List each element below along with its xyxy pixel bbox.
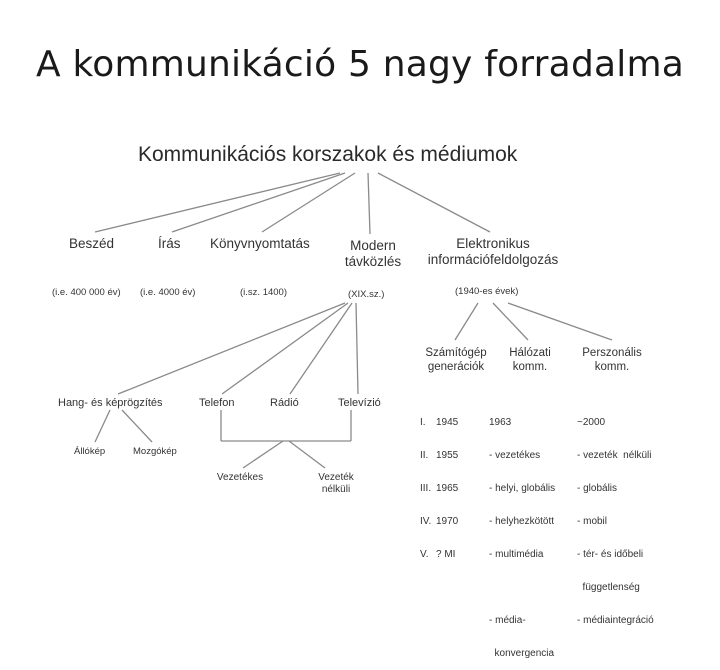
era-modern-line1: Modern bbox=[350, 238, 396, 253]
era-modern-date: (XIX.sz.) bbox=[348, 289, 385, 300]
moving-image-label: Mozgókép bbox=[133, 446, 177, 457]
generation-numeral: II. bbox=[420, 450, 429, 461]
era-elektronikus-line2: információfeldolgozás bbox=[427, 252, 559, 267]
connector-line bbox=[289, 441, 325, 468]
network-list bbox=[489, 395, 555, 670]
computer-generations-label bbox=[416, 346, 496, 374]
network-comm-line1: Hálózati bbox=[509, 347, 551, 359]
network-list-item: konvergencia bbox=[489, 648, 555, 659]
era-modern-tavkozles-label bbox=[338, 238, 408, 270]
era-modern-line2: távközlés bbox=[344, 254, 402, 269]
personal-list-item: - mobil bbox=[577, 516, 608, 527]
era-iras-date: (i.e. 4000 év) bbox=[140, 287, 196, 298]
connector-line bbox=[95, 410, 110, 442]
connector-line bbox=[262, 173, 355, 232]
connector-line bbox=[222, 303, 348, 394]
connector-line bbox=[356, 303, 358, 394]
connector-line bbox=[243, 441, 283, 468]
generation-year: 1965 bbox=[436, 483, 459, 494]
generations-years bbox=[436, 395, 458, 571]
era-konyvnyomtatas-date: (i.sz. 1400) bbox=[240, 287, 287, 298]
diagram-main-title: Kommunikációs korszakok és médiumok bbox=[138, 143, 518, 166]
wireless-line1: Vezeték bbox=[318, 472, 354, 483]
wireless-label bbox=[306, 472, 366, 496]
network-list-item: - helyhezkötött bbox=[489, 516, 555, 527]
era-elektronikus-line1: Elektronikus bbox=[456, 236, 530, 251]
network-list-item: - média- bbox=[489, 615, 526, 626]
connector-line bbox=[95, 173, 340, 232]
personal-comm-line1: Perszonális bbox=[582, 347, 642, 359]
era-konyvnyomtatas-label: Könyvnyomtatás bbox=[210, 236, 310, 251]
network-list-item: - vezetékes bbox=[489, 450, 541, 461]
computer-generations-line1: Számítógép bbox=[425, 347, 487, 359]
personal-list-item: - globális bbox=[577, 483, 618, 494]
personal-comm-label bbox=[572, 346, 652, 374]
generation-numeral: IV. bbox=[420, 516, 432, 527]
personal-list-item: - tér- és időbeli bbox=[577, 549, 644, 560]
wired-label bbox=[210, 472, 270, 484]
generation-numeral: V. bbox=[420, 549, 429, 560]
connector-line bbox=[290, 303, 352, 394]
network-comm-label bbox=[495, 346, 565, 374]
generation-numeral: I. bbox=[420, 417, 426, 428]
connector-line bbox=[172, 173, 345, 232]
personal-list bbox=[577, 395, 654, 637]
network-comm-line2: komm. bbox=[512, 361, 548, 373]
generation-numeral: III. bbox=[420, 483, 432, 494]
generation-year: 1955 bbox=[436, 450, 459, 461]
network-list-item: 1963 bbox=[489, 417, 512, 428]
connector-line bbox=[118, 303, 345, 394]
computer-generations-line2: generációk bbox=[427, 361, 485, 373]
generation-year: 1945 bbox=[436, 417, 459, 428]
still-image-label: Állókép bbox=[74, 446, 106, 457]
wireless-line2: nélküli bbox=[321, 484, 351, 495]
personal-list-item: függetlenség bbox=[577, 582, 640, 593]
era-elektronikus-date: (1940-es évek) bbox=[455, 286, 519, 297]
era-beszed-label: Beszéd bbox=[69, 236, 115, 251]
generation-year: 1970 bbox=[436, 516, 459, 527]
era-elektronikus-label bbox=[418, 236, 568, 268]
personal-list-item: ~2000 bbox=[577, 417, 606, 428]
generations-numerals bbox=[420, 395, 431, 571]
connector-line bbox=[378, 173, 490, 232]
connector-line bbox=[455, 303, 478, 340]
wired-line1: Vezetékes bbox=[216, 472, 264, 483]
network-list-item: - multimédia bbox=[489, 549, 544, 560]
network-list-item bbox=[489, 582, 555, 593]
connector-line bbox=[368, 173, 370, 234]
telephone-label: Telefon bbox=[199, 397, 235, 409]
recording-label: Hang- és képrögzítés bbox=[58, 397, 163, 409]
personal-list-item: - vezeték nélküli bbox=[577, 450, 652, 461]
slide-title: A kommunikáció 5 nagy forradalma bbox=[36, 44, 684, 85]
radio-label: Rádió bbox=[270, 397, 299, 409]
generation-year: ? MI bbox=[436, 549, 456, 560]
connector-line bbox=[122, 410, 152, 442]
television-label: Televízió bbox=[338, 397, 381, 409]
network-list-item: - helyi, globális bbox=[489, 483, 556, 494]
era-beszed-date: (i.e. 400 000 év) bbox=[52, 287, 121, 298]
personal-list-item: - médiaintegráció bbox=[577, 615, 654, 626]
personal-comm-line2: komm. bbox=[594, 361, 630, 373]
era-iras-label: Írás bbox=[158, 236, 181, 251]
